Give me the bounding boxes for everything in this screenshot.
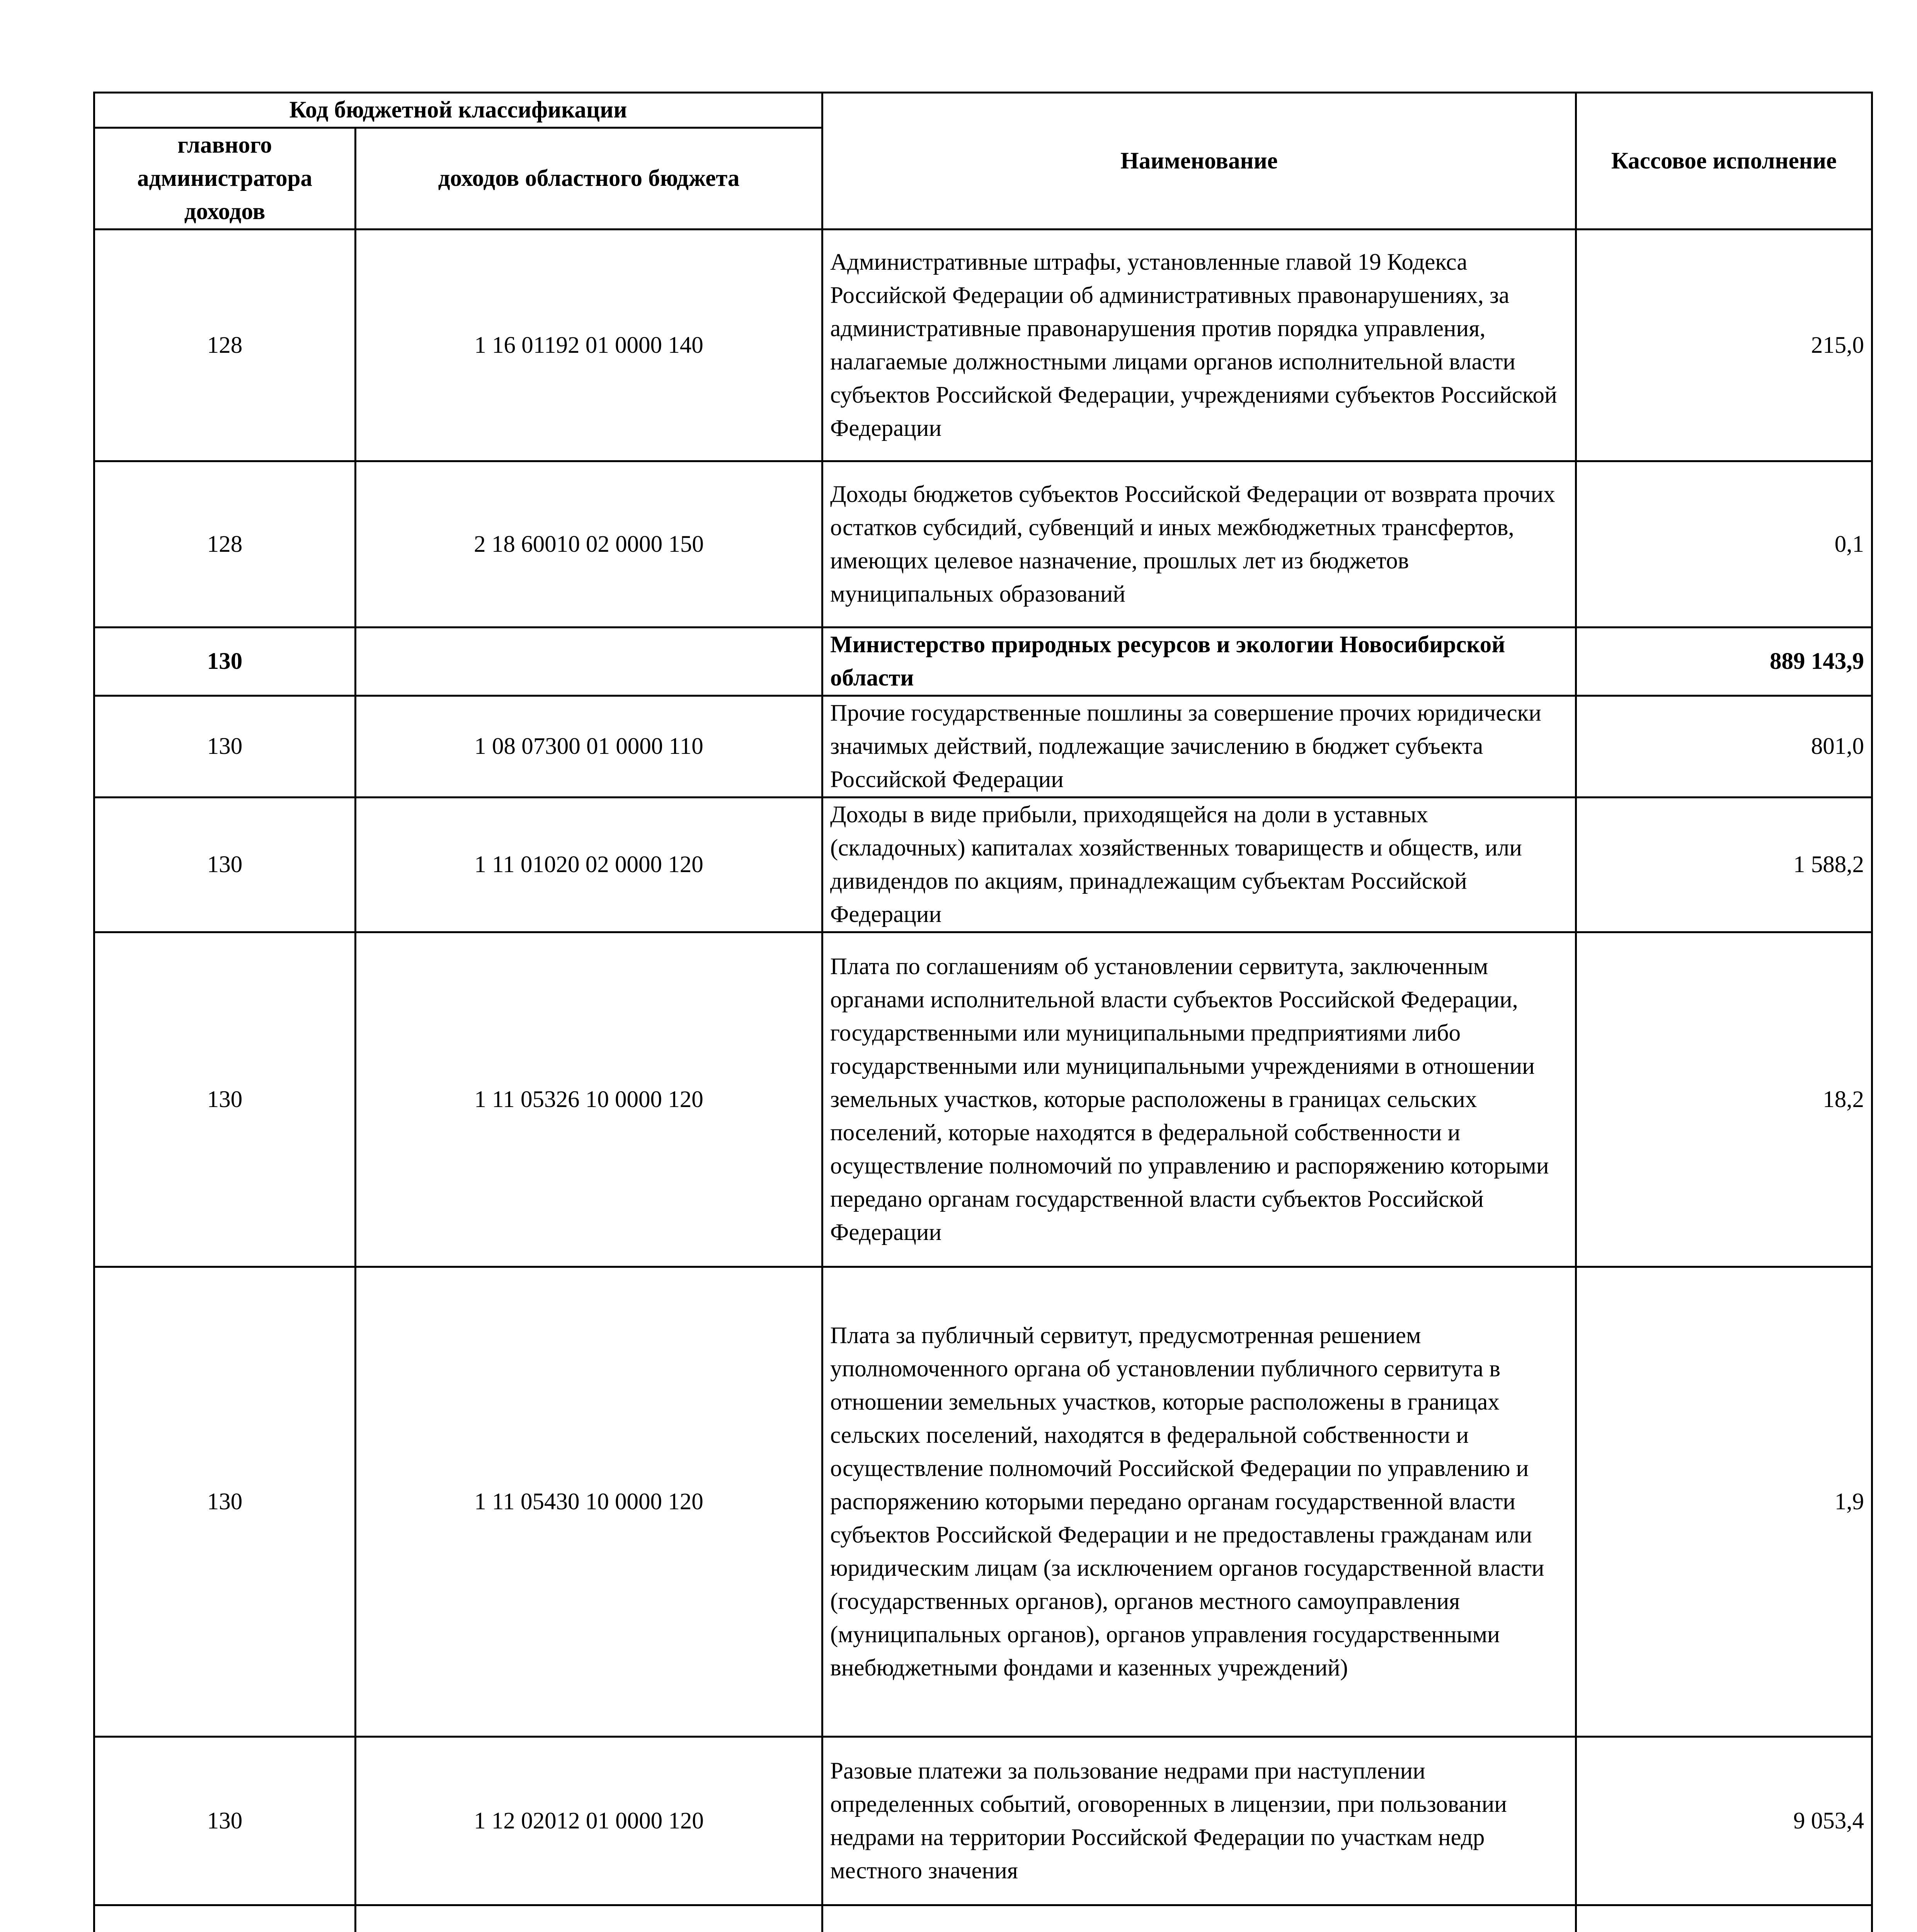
cell-name: Плата по соглашениям об установлении сервитута, заключенным органами исполнительной власти субъектов Российской Федерации, государственными или муниципальными предприятиями либо государственными или муниципальными учреждениями в отношении земельных участков, которые расположены в границах сельских поселений, которые находятся в федеральной собственности и осуществление полномочий по управлению и распоряжению которыми передано органам государственной власти субъектов Российской Федерации	[822, 932, 1576, 1267]
table-row	[94, 1905, 1872, 1932]
cell-code: 1 16 01192 01 0000 140	[356, 230, 822, 461]
header-group: Код бюджетной классификации	[94, 93, 822, 128]
cell-admin: 128	[94, 230, 356, 461]
cell-amount: 18,2	[1576, 932, 1872, 1267]
cell-admin: 130	[94, 932, 356, 1267]
table-row	[94, 932, 1872, 1267]
header-code: доходов областного бюджета	[356, 128, 822, 230]
cell-code: 2 18 60010 02 0000 150	[356, 461, 822, 628]
cell-name: Доходы в виде прибыли, приходящейся на доли в уставных (складочных) капиталах хозяйственных товариществ и обществ, или дивидендов по акциям, принадлежащим субъектам Российской Федерации	[822, 798, 1576, 932]
header-admin: главного администратора доходов	[94, 128, 356, 230]
budget-table	[93, 92, 1873, 1932]
cell-name: Доходы бюджетов субъектов Российской Федерации от возврата прочих остатков субсидий, субвенций и иных межбюджетных трансфертов, имеющих целевое назначение, прошлых лет из бюджетов муниципальных образований	[822, 461, 1576, 628]
cell-code	[356, 628, 822, 696]
cell-code: 1 11 05326 10 0000 120	[356, 932, 822, 1267]
cell-name: Разовые платежи за пользование недрами при наступлении определенных событий, оговоренных в лицензии, при пользовании недрами на территории Российской Федерации по участкам недр местного значения	[822, 1737, 1576, 1905]
cell-code: 1 11 05430 10 0000 120	[356, 1267, 822, 1737]
cell-admin: 130	[94, 628, 356, 696]
table-row	[94, 461, 1872, 628]
cell-name	[822, 1905, 1576, 1932]
cell-name: Министерство природных ресурсов и экологии Новосибирской области	[822, 628, 1576, 696]
cell-code	[356, 1905, 822, 1932]
cell-admin	[94, 1905, 356, 1932]
cell-amount: 9 053,4	[1576, 1737, 1872, 1905]
table-row	[94, 230, 1872, 461]
cell-code: 1 11 01020 02 0000 120	[356, 798, 822, 932]
table-row	[94, 696, 1872, 798]
cell-admin: 130	[94, 696, 356, 798]
cell-amount: 889 143,9	[1576, 628, 1872, 696]
cell-amount: 801,0	[1576, 696, 1872, 798]
cell-admin: 130	[94, 798, 356, 932]
cell-amount	[1576, 1905, 1872, 1932]
header-name: Наименование	[822, 93, 1576, 230]
cell-code: 1 08 07300 01 0000 110	[356, 696, 822, 798]
cell-admin: 130	[94, 1267, 356, 1737]
cell-amount: 215,0	[1576, 230, 1872, 461]
cell-admin: 128	[94, 461, 356, 628]
cell-admin: 130	[94, 1737, 356, 1905]
cell-name: Административные штрафы, установленные главой 19 Кодекса Российской Федерации об административных правонарушениях, за административные правонарушения против порядка управления, налагаемые должностными лицами органов исполнительной власти субъектов Российской Федерации, учреждениями субъектов Российской Федерации	[822, 230, 1576, 461]
header-amount: Кассовое исполнение	[1576, 93, 1872, 230]
cell-amount: 1,9	[1576, 1267, 1872, 1737]
cell-amount: 0,1	[1576, 461, 1872, 628]
cell-code: 1 12 02012 01 0000 120	[356, 1737, 822, 1905]
table-row	[94, 1737, 1872, 1905]
table-row	[94, 798, 1872, 932]
table-row-ministry	[94, 628, 1872, 696]
cell-name: Плата за публичный сервитут, предусмотренная решением уполномоченного органа об установлении публичного сервитута в отношении земельных участков, которые расположены в границах сельских поселений, находятся в федеральной собственности и осуществление полномочий Российской Федерации по управлению и распоряжению которыми передано органам государственной власти субъектов Российской Федерации и не предоставлены гражданам или юридическим лицам (за исключением органов государственной власти (государственных органов), органов местного самоуправления (муниципальных органов), органов управления государственными внебюджетными фондами и казенных учреждений)	[822, 1267, 1576, 1737]
cell-amount: 1 588,2	[1576, 798, 1872, 932]
cell-name: Прочие государственные пошлины за совершение прочих юридически значимых действий, подлежащие зачислению в бюджет субъекта Российской Федерации	[822, 696, 1576, 798]
table-row	[94, 1267, 1872, 1737]
